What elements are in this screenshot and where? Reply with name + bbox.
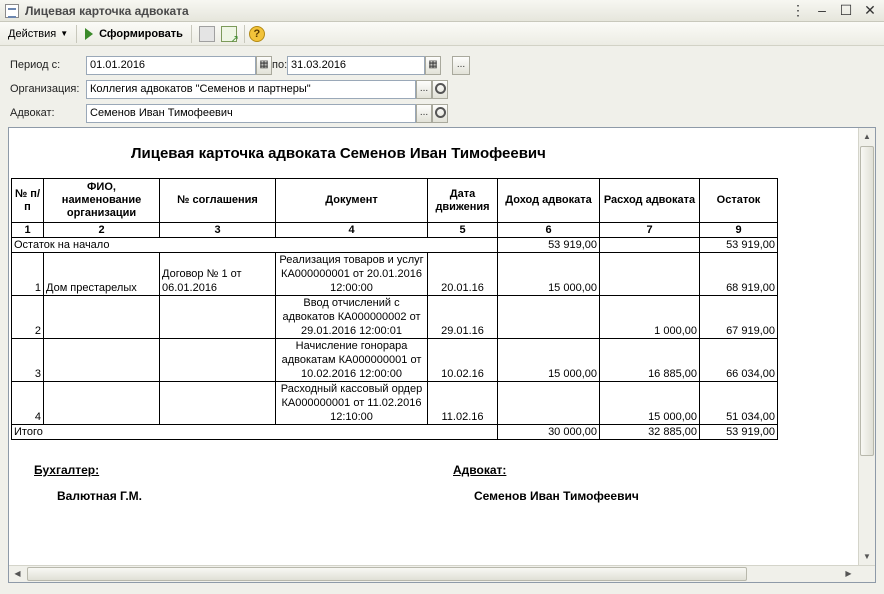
header-date: Дата движения xyxy=(428,179,498,223)
organization-select-button[interactable]: ... xyxy=(416,80,432,99)
report-table xyxy=(11,178,778,440)
row-document: Реализация товаров и услуг КА000000001 от 20.01.2016 12:00:00 xyxy=(276,253,428,296)
row-balance: 67 919,00 xyxy=(700,296,778,339)
actions-menu[interactable] xyxy=(4,24,72,44)
maximize-icon[interactable]: ☐ xyxy=(839,2,853,18)
row-income xyxy=(498,296,600,339)
calendar-from-button[interactable] xyxy=(256,56,272,75)
scroll-thumb[interactable] xyxy=(860,146,874,456)
colnum-3: 3 xyxy=(160,223,276,238)
row-document: Ввод отчислений с адвокатов КА000000002 от 29.01.2016 12:00:01 xyxy=(276,296,428,339)
row-balance: 51 034,00 xyxy=(700,382,778,425)
window-title: Лицевая карточка адвоката xyxy=(25,3,189,18)
row-date: 20.01.16 xyxy=(428,253,498,296)
table-row xyxy=(12,253,778,296)
period-to-field[interactable]: 31.03.2016 xyxy=(287,56,425,75)
row-agreement: Договор № 1 от 06.01.2016 xyxy=(160,253,276,296)
row-agreement xyxy=(160,296,276,339)
row-name xyxy=(44,296,160,339)
calendar-icon: ▦ xyxy=(428,59,438,70)
organization-open-button[interactable] xyxy=(432,80,448,99)
table-row xyxy=(12,296,778,339)
report-title: Лицевая карточка адвоката Семенов Иван Тимофеевич xyxy=(131,145,546,162)
calendar-to-button[interactable] xyxy=(425,56,441,75)
period-from-field[interactable]: 01.01.2016 xyxy=(86,56,256,75)
scroll-up-icon[interactable]: ▲ xyxy=(863,132,871,141)
colnum-6: 6 xyxy=(498,223,600,238)
close-icon[interactable]: ✕ xyxy=(864,2,876,18)
chevron-down-icon: ▼ xyxy=(60,29,69,38)
row-document: Начисление гонорара адвокатам КА000000001 от 10.02.2016 12:00:00 xyxy=(276,339,428,382)
table-row xyxy=(12,339,778,382)
generate-label: Сформировать xyxy=(99,27,183,40)
copy-document-icon[interactable] xyxy=(199,26,215,42)
organization-label: Организация: xyxy=(10,83,80,95)
row-date: 10.02.16 xyxy=(428,339,498,382)
row-expense xyxy=(600,253,700,296)
colnum-8: 9 xyxy=(700,223,778,238)
row-income: 15 000,00 xyxy=(498,253,600,296)
row-agreement xyxy=(160,382,276,425)
row-name: Дом престарелых xyxy=(44,253,160,296)
total-label: Итого xyxy=(12,425,498,440)
colnum-1: 1 xyxy=(12,223,44,238)
row-num: 4 xyxy=(12,382,44,425)
toolbar-separator xyxy=(76,25,77,43)
lawyer-signature-name: Семенов Иван Тимофеевич xyxy=(474,489,639,503)
row-expense: 16 885,00 xyxy=(600,339,700,382)
header-num: № п/п xyxy=(12,179,44,223)
row-num: 1 xyxy=(12,253,44,296)
row-agreement xyxy=(160,339,276,382)
export-document-icon[interactable] xyxy=(221,26,237,42)
period-to-label: по: xyxy=(272,59,288,71)
row-expense: 1 000,00 xyxy=(600,296,700,339)
table-row xyxy=(12,382,778,425)
help-icon[interactable]: ? xyxy=(249,26,265,42)
row-income xyxy=(498,382,600,425)
organization-field[interactable]: Коллегия адвокатов "Семенов и партнеры" xyxy=(86,80,416,99)
row-balance: 68 919,00 xyxy=(700,253,778,296)
report-document[interactable] xyxy=(8,127,876,583)
actions-label: Действия xyxy=(8,27,57,40)
toolbar-separator xyxy=(244,25,245,43)
more-icon[interactable]: ⋮ xyxy=(791,2,805,18)
total-row xyxy=(12,425,778,440)
row-num: 3 xyxy=(12,339,44,382)
report-icon xyxy=(5,4,19,18)
lawyer-open-button[interactable] xyxy=(432,104,448,123)
vertical-scrollbar[interactable] xyxy=(858,128,875,565)
scroll-left-icon[interactable]: ◀ xyxy=(14,569,21,578)
generate-button[interactable] xyxy=(81,24,187,44)
scroll-down-icon[interactable]: ▼ xyxy=(863,552,871,561)
horizontal-scrollbar[interactable] xyxy=(9,565,875,582)
colnum-4: 4 xyxy=(276,223,428,238)
minimize-icon[interactable]: – xyxy=(818,2,826,18)
header-income: Доход адвоката xyxy=(498,179,600,223)
accountant-name: Валютная Г.М. xyxy=(57,489,143,503)
play-icon xyxy=(85,28,93,40)
colnum-5: 5 xyxy=(428,223,498,238)
toolbar-separator xyxy=(191,25,192,43)
scroll-thumb[interactable] xyxy=(27,567,747,581)
opening-expense xyxy=(600,238,700,253)
toolbar xyxy=(0,22,884,46)
row-balance: 66 034,00 xyxy=(700,339,778,382)
row-document: Расходный кассовый ордер КА000000001 от 11.02.2016 12:10:00 xyxy=(276,382,428,425)
total-income: 30 000,00 xyxy=(498,425,600,440)
opening-label: Остаток на начало xyxy=(12,238,498,253)
colnum-2: 2 xyxy=(44,223,160,238)
row-name xyxy=(44,339,160,382)
row-num: 2 xyxy=(12,296,44,339)
window-titlebar xyxy=(0,0,884,22)
opening-income: 53 919,00 xyxy=(498,238,600,253)
lawyer-label: Адвокат: xyxy=(10,107,55,119)
search-icon xyxy=(435,86,446,97)
accountant-label: Бухгалтер: xyxy=(34,463,100,477)
header-name: ФИО, наименование организации xyxy=(44,179,160,223)
search-icon xyxy=(435,110,446,121)
lawyer-field[interactable]: Семенов Иван Тимофеевич xyxy=(86,104,416,123)
colnum-7: 7 xyxy=(600,223,700,238)
total-balance: 53 919,00 xyxy=(700,425,778,440)
calendar-icon: ▦ xyxy=(259,59,269,70)
scroll-right-icon[interactable]: ▶ xyxy=(845,569,852,578)
header-agreement: № соглашения xyxy=(160,179,276,223)
row-income: 15 000,00 xyxy=(498,339,600,382)
header-expense: Расход адвоката xyxy=(600,179,700,223)
lawyer-signature-label: Адвокат: xyxy=(453,463,507,477)
header-balance: Остаток xyxy=(700,179,778,223)
lawyer-select-button[interactable]: ... xyxy=(416,104,432,123)
opening-balance: 53 919,00 xyxy=(700,238,778,253)
row-expense: 15 000,00 xyxy=(600,382,700,425)
period-select-button[interactable]: ... xyxy=(452,56,470,75)
total-expense: 32 885,00 xyxy=(600,425,700,440)
period-from-label: Период с: xyxy=(10,59,61,71)
opening-row xyxy=(12,238,778,253)
row-name xyxy=(44,382,160,425)
row-date: 11.02.16 xyxy=(428,382,498,425)
row-date: 29.01.16 xyxy=(428,296,498,339)
header-document: Документ xyxy=(276,179,428,223)
